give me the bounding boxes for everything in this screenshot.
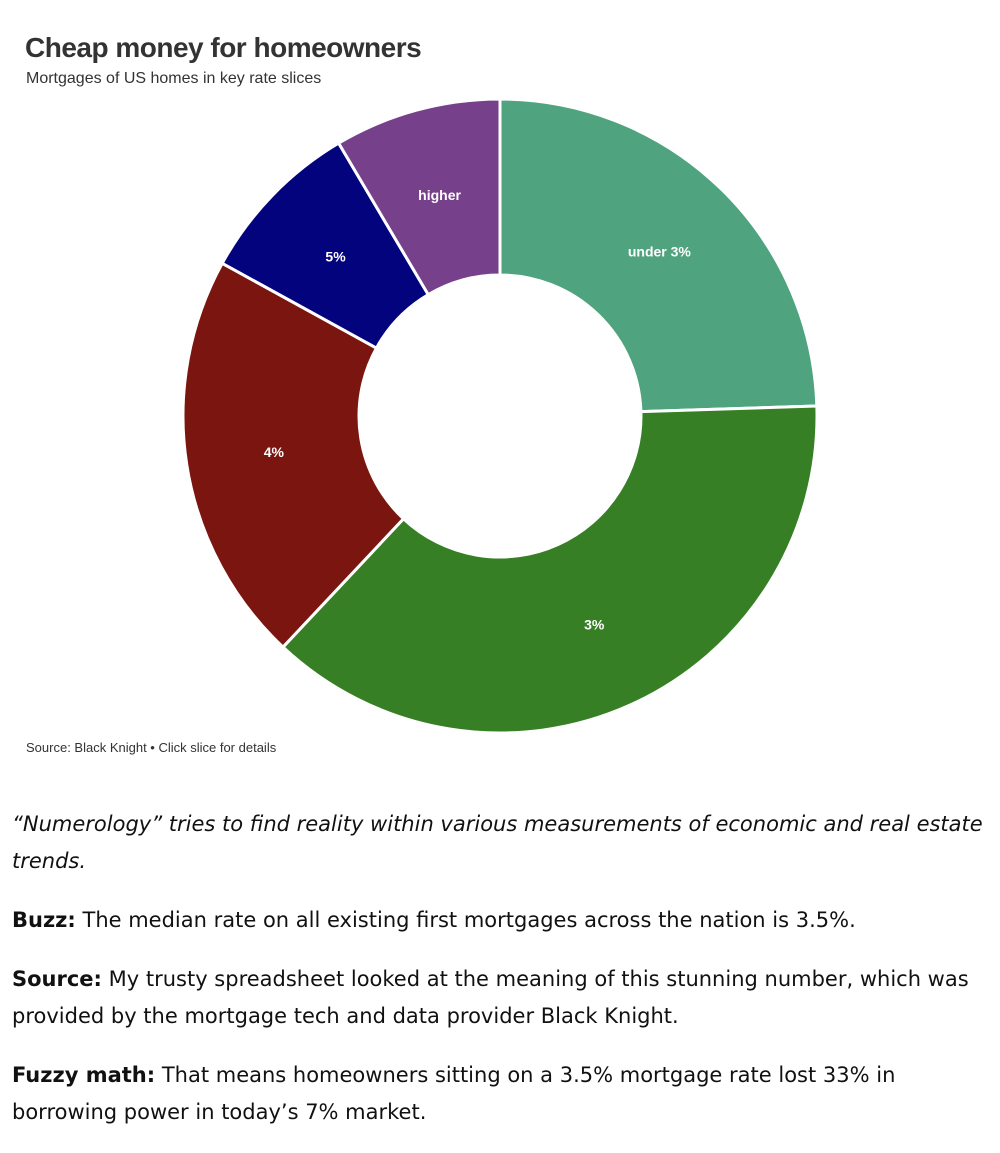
article-intro: “Numerology” tries to find reality within various measurements of economic and real estate trends. [12, 812, 983, 873]
article-paragraph-source [12, 961, 987, 1035]
chart-source: Source: Black Knight • Click slice for details [26, 740, 277, 755]
paragraph-lead: Source: [12, 967, 102, 991]
paragraph-lead: Buzz: [12, 908, 76, 932]
paragraph-text: The median rate on all existing first mortgages across the nation is 3.5%. [75, 908, 856, 932]
slice-label: under 3% [627, 243, 691, 260]
paragraph-lead: Fuzzy math: [12, 1063, 156, 1087]
slice-label: 3% [584, 616, 605, 633]
slice-label: 5% [325, 248, 346, 265]
paragraph-text: That means homeowners sitting on a 3.5% mortgage rate lost 33% in borrowing power in today’s 7% market. [12, 1063, 896, 1124]
paragraph-text: My trusty spreadsheet looked at the meaning of this stunning number, which was provided by the mortgage tech and data provider Black Knight. [12, 967, 969, 1028]
article-paragraph-fuzzy-math [12, 1057, 987, 1131]
article-body [12, 806, 987, 1153]
chart-subtitle: Mortgages of US homes in key rate slices [26, 70, 322, 87]
donut-slice[interactable] [500, 99, 817, 412]
article-paragraph-buzz [12, 902, 987, 939]
slice-label: 4% [263, 443, 284, 460]
chart-title: Cheap money for homeowners [25, 32, 422, 63]
slice-label: higher [418, 187, 461, 204]
